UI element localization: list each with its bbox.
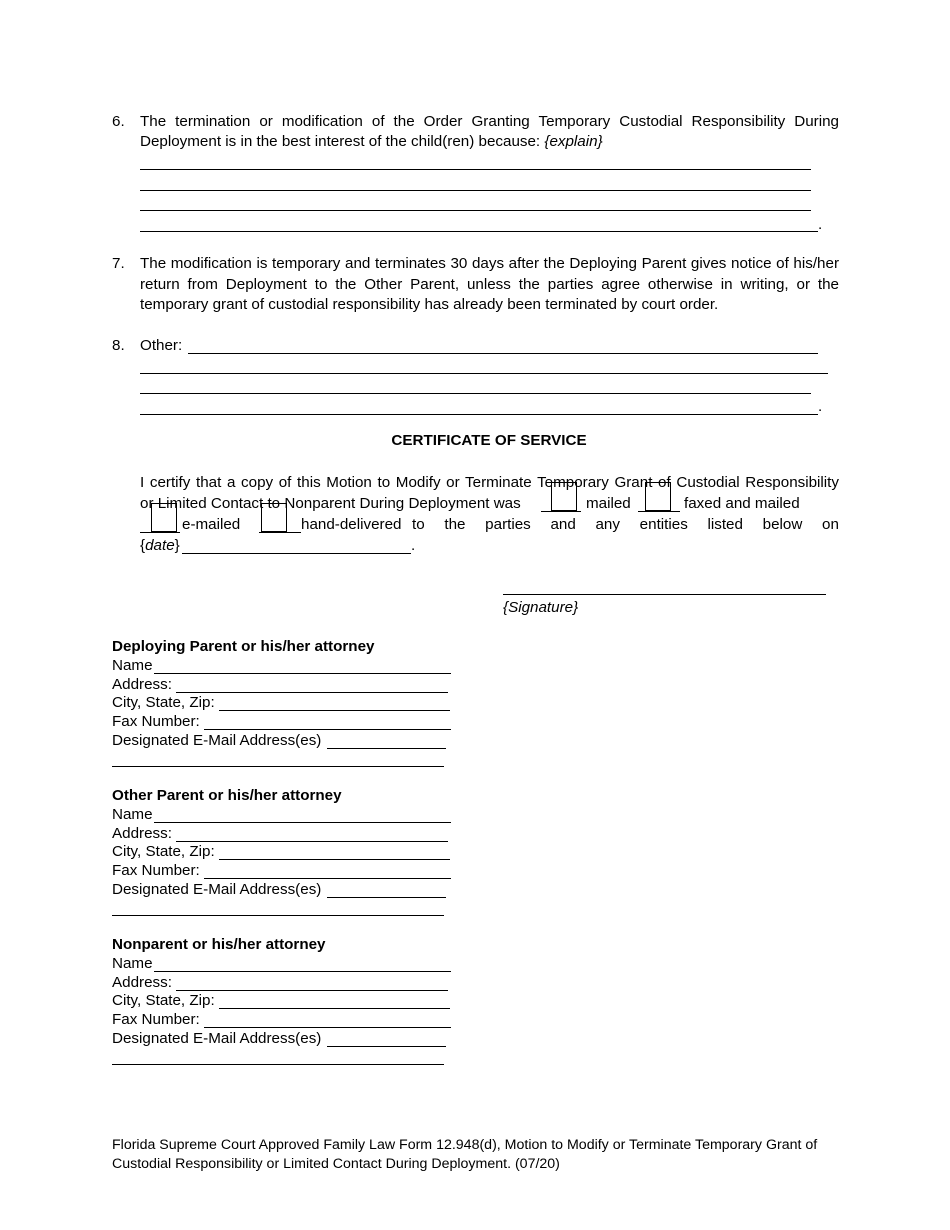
word: any: [595, 516, 620, 533]
item-6-number: 6.: [112, 113, 125, 130]
fax-field[interactable]: [204, 1027, 451, 1028]
name-field[interactable]: [154, 971, 451, 972]
item-8-blank-line-2[interactable]: [140, 373, 828, 374]
item-8-blank-line-3[interactable]: [140, 393, 811, 394]
form-footer: Florida Supreme Court Approved Family Law Form 12.948(d), Motion to Modify or Terminate Temporary Grant of Custodial Responsibility or Limited Contact During Deployment. (07/20): [112, 1137, 818, 1172]
brace-close: }: [174, 537, 180, 554]
fax-label: Fax Number:: [112, 1011, 200, 1028]
address-field[interactable]: [176, 841, 448, 842]
city-label: City, State, Zip:: [112, 992, 215, 1009]
address-label: Address:: [112, 676, 172, 693]
word: to: [412, 516, 425, 533]
emailed-checkbox[interactable]: [151, 503, 177, 532]
item-6-text: [140, 112, 839, 152]
name-label: Name: [112, 955, 153, 972]
item-6-blank-line-3[interactable]: [140, 210, 811, 211]
city-field[interactable]: [219, 710, 450, 711]
item-6-explain-hint: {explain}: [544, 133, 603, 150]
word: listed: [707, 516, 743, 533]
word: below: [762, 516, 803, 533]
certificate-line-1: I certify that a copy of this Motion to Modify or Terminate Temporary Grant of Custodial Responsibility: [140, 474, 839, 491]
party-heading: Nonparent or his/her attorney: [112, 936, 326, 953]
faxed-label: faxed and mailed: [684, 495, 800, 512]
fax-label: Fax Number:: [112, 862, 200, 879]
date-field-label: [140, 536, 180, 556]
item-8-blank-line-1[interactable]: [188, 353, 818, 354]
item-7-text: The modification is temporary and terminates 30 days after the Deploying Parent gives notice of his/her return from Deployment to the Other Parent, unless the parties agree otherwise in writing, or the temporary grant of custodial responsibility has already been terminated by court order.: [140, 255, 839, 313]
item-7-number: 7.: [112, 255, 125, 272]
certificate-line-2-text: or Limited Contact to Nonparent During Deployment was: [140, 495, 521, 512]
fax-field[interactable]: [204, 878, 451, 879]
item-8-number: 8.: [112, 337, 125, 354]
name-field[interactable]: [154, 673, 451, 674]
hand-delivered-checkbox[interactable]: [261, 503, 287, 532]
fax-field[interactable]: [204, 729, 451, 730]
date-label: date: [145, 537, 175, 554]
item-6-blank-line-1[interactable]: [140, 169, 811, 170]
email-label: Designated E-Mail Address(es): [112, 1030, 322, 1047]
emailed-blank: [140, 532, 180, 533]
city-field[interactable]: [219, 1008, 450, 1009]
item-8-period: .: [818, 398, 823, 415]
item-6-blank-line-2[interactable]: [140, 190, 811, 191]
email-field-continued[interactable]: [112, 1064, 444, 1065]
city-field[interactable]: [219, 859, 450, 860]
item-8-blank-line-4[interactable]: [140, 414, 818, 415]
item-6-period: .: [818, 216, 823, 233]
email-field-continued[interactable]: [112, 766, 444, 767]
emailed-label: e-mailed: [182, 516, 241, 533]
email-field[interactable]: [327, 897, 446, 898]
signature-label: {Signature}: [503, 599, 579, 616]
fax-label: Fax Number:: [112, 713, 200, 730]
city-label: City, State, Zip:: [112, 694, 215, 711]
brace-open: {: [140, 537, 146, 554]
address-field[interactable]: [176, 990, 448, 991]
word: and: [550, 516, 576, 533]
email-field[interactable]: [327, 748, 446, 749]
name-label: Name: [112, 806, 153, 823]
name-field[interactable]: [154, 822, 451, 823]
date-blank[interactable]: [182, 553, 411, 554]
faxed-blank: [638, 511, 680, 512]
city-label: City, State, Zip:: [112, 843, 215, 860]
word: the: [444, 516, 466, 533]
mailed-checkbox[interactable]: [551, 482, 577, 511]
date-period: .: [411, 537, 416, 554]
word: parties: [485, 516, 531, 533]
mailed-label: mailed: [586, 495, 631, 512]
faxed-checkbox[interactable]: [645, 482, 671, 511]
certificate-heading: CERTIFICATE OF SERVICE: [391, 432, 587, 449]
hand-delivered-label: hand-delivered: [301, 516, 402, 533]
word: entities: [639, 516, 688, 533]
address-label: Address:: [112, 825, 172, 842]
party-heading: Deploying Parent or his/her attorney: [112, 638, 375, 655]
item-6-statement: The termination or modification of the Order Granting Temporary Custodial Responsibility During Deployment is in the best interest of the child(ren) because:: [140, 113, 839, 150]
email-label: Designated E-Mail Address(es): [112, 881, 322, 898]
address-label: Address:: [112, 974, 172, 991]
certificate-line-3-rest: [412, 515, 839, 535]
word: on: [822, 516, 839, 533]
hand-blank: [259, 532, 301, 533]
item-6-blank-line-4[interactable]: [140, 231, 818, 232]
email-field-continued[interactable]: [112, 915, 444, 916]
email-label: Designated E-Mail Address(es): [112, 732, 322, 749]
party-heading: Other Parent or his/her attorney: [112, 787, 342, 804]
item-8-label: Other:: [140, 337, 183, 354]
email-field[interactable]: [327, 1046, 446, 1047]
mailed-blank: [541, 511, 581, 512]
name-label: Name: [112, 657, 153, 674]
address-field[interactable]: [176, 692, 448, 693]
signature-line[interactable]: [503, 594, 826, 595]
